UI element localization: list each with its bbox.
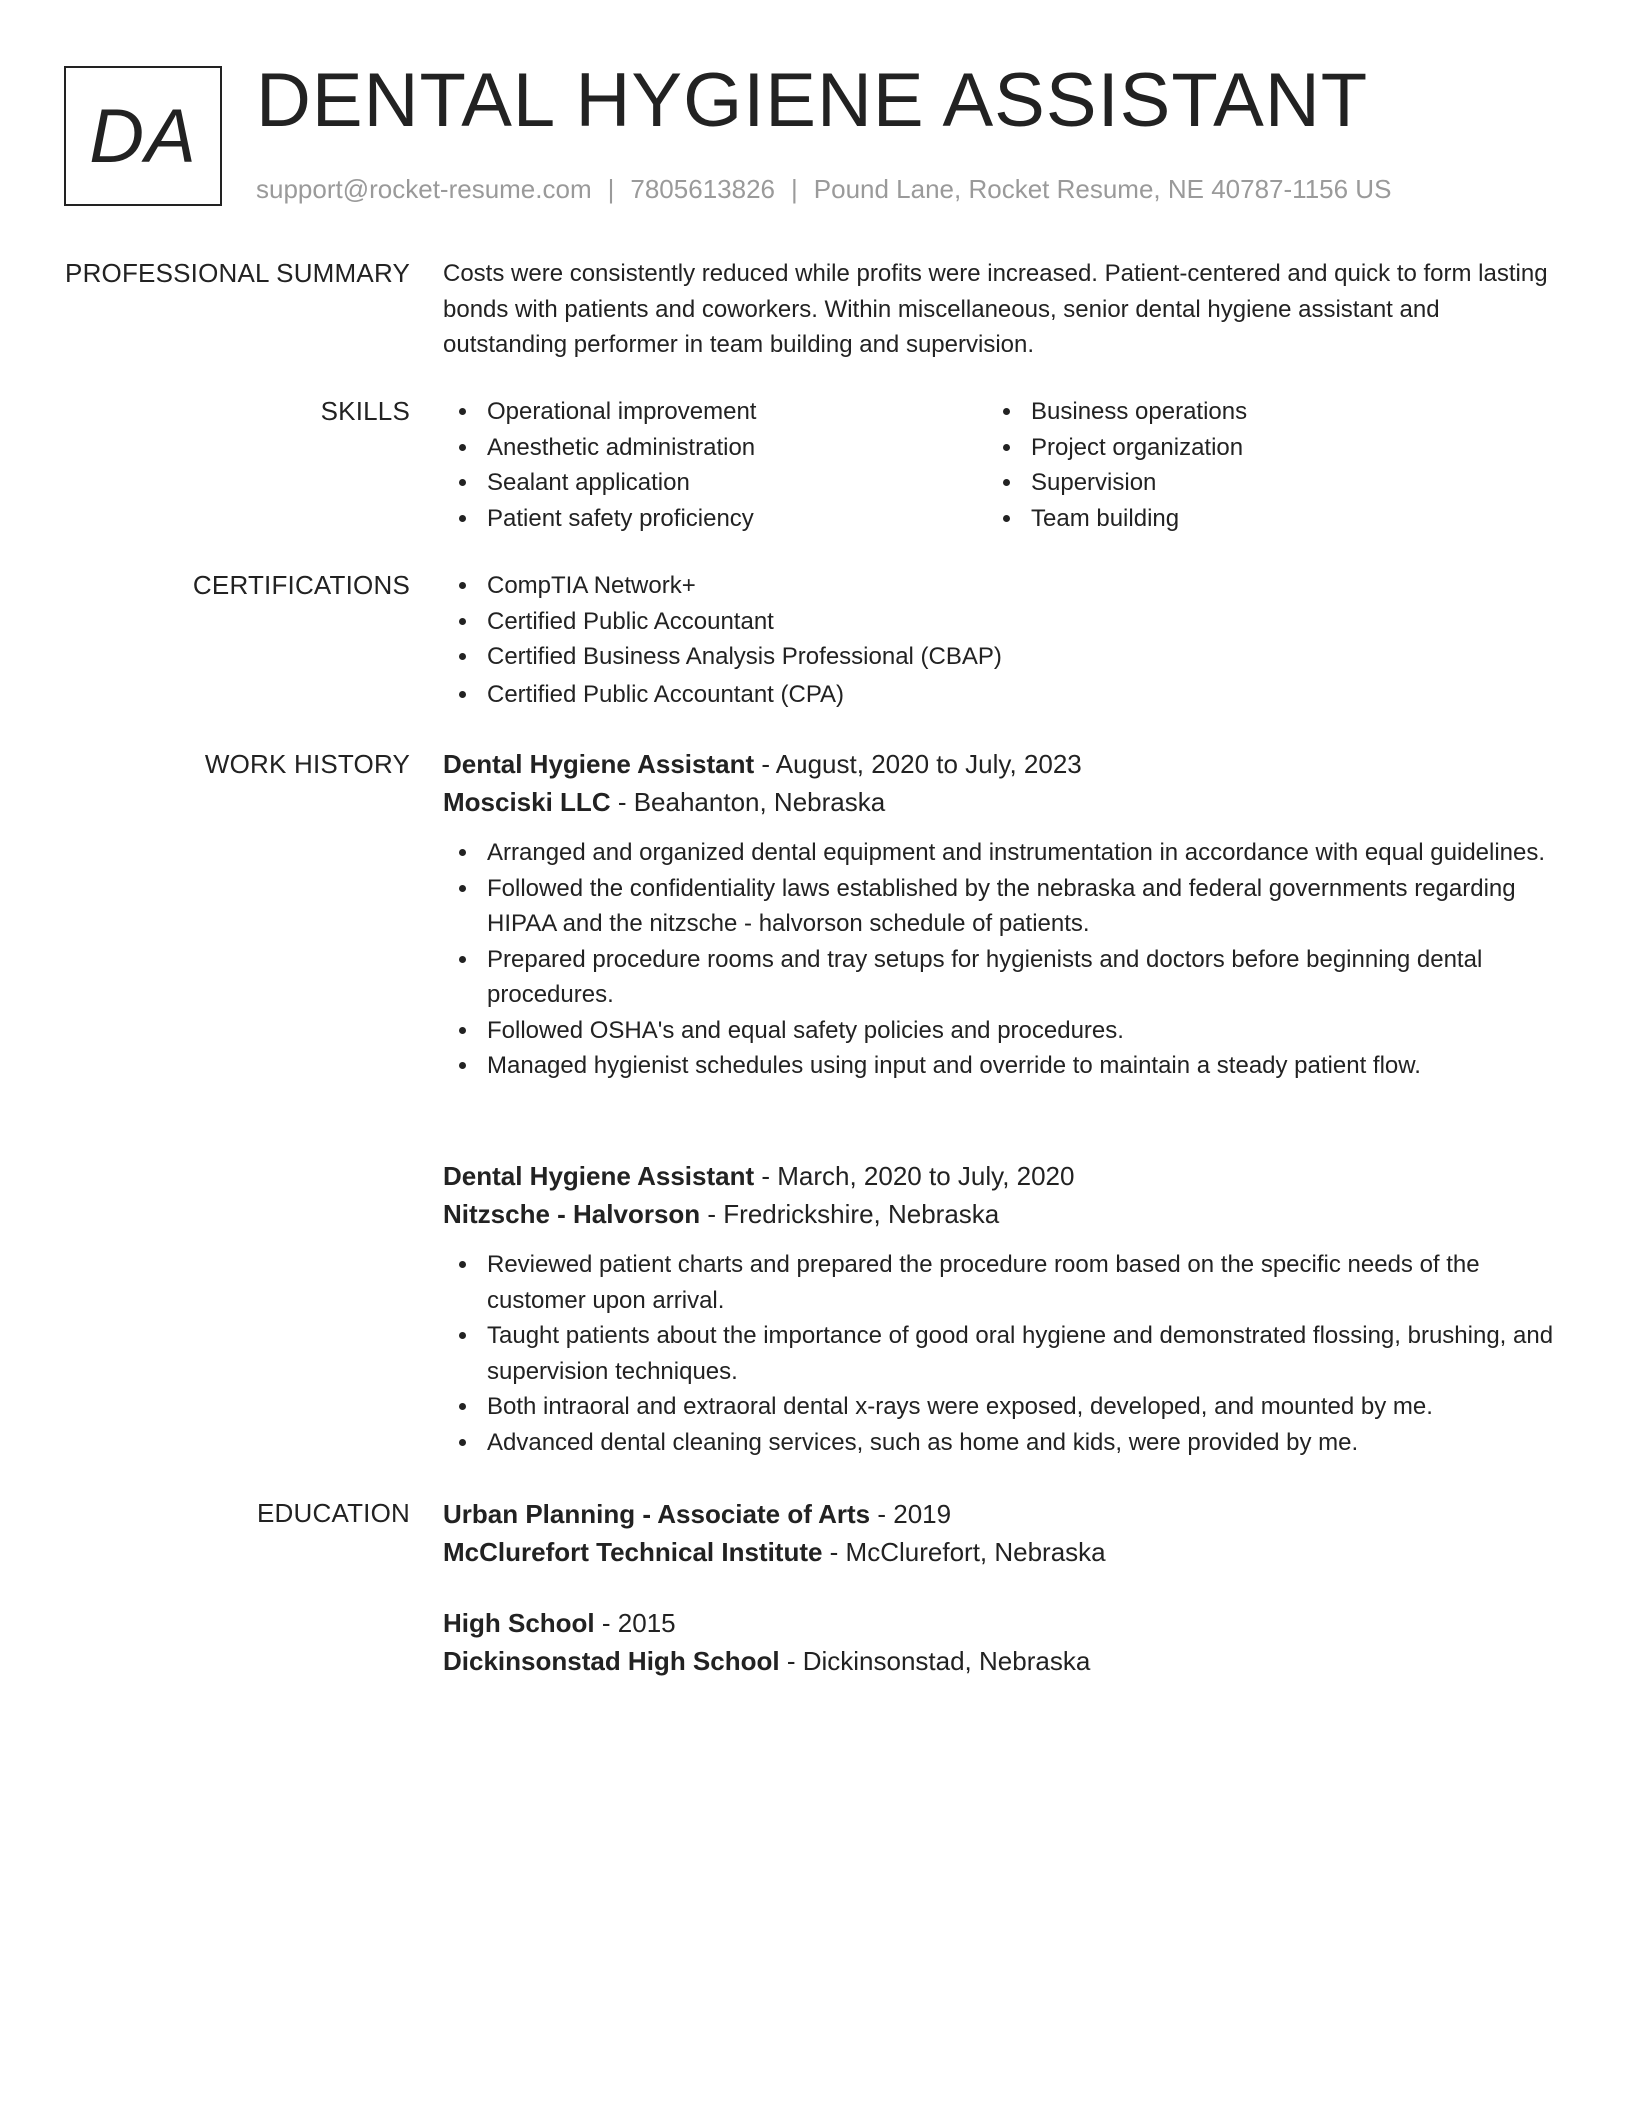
job-duty: Reviewed patient charts and prepared the procedure room based on the specific needs of the customer upon arrival. [443, 1247, 1563, 1318]
education-location: - Dickinsonstad, Nebraska [779, 1646, 1091, 1676]
job-duty: Taught patients about the importance of good oral hygiene and demonstrated flossing, brushing, and supervision techniques. [443, 1318, 1563, 1389]
contact-address: Pound Lane, Rocket Resume, NE 40787-1156 US [813, 174, 1392, 204]
job-duty: Managed hygienist schedules using input and override to maintain a steady patient flow. [443, 1048, 1563, 1084]
certifications-section [443, 568, 1563, 712]
education-school-line [443, 1642, 1563, 1680]
skills-section [443, 394, 1563, 536]
contact-phone[interactable]: 7805613826 [630, 174, 775, 204]
skill-item: Supervision [987, 465, 1531, 501]
skill-item: Team building [987, 501, 1531, 537]
contact-separator: | [791, 174, 798, 204]
skill-item: Patient safety proficiency [443, 501, 987, 537]
skills-grid [443, 394, 1563, 536]
education-degree-line [443, 1495, 1563, 1533]
certification-item: CompTIA Network+ [443, 568, 1563, 604]
job-company: Nitzsche - Halvorson [443, 1199, 701, 1229]
page-title: DENTAL HYGIENE ASSISTANT [256, 58, 1369, 143]
education-year: - 2015 [594, 1608, 676, 1638]
certification-item: Certified Public Accountant [443, 604, 1563, 640]
certification-item: Certified Public Accountant (CPA) [443, 677, 1563, 713]
job-title: Dental Hygiene Assistant [443, 1161, 755, 1191]
skill-item: Business operations [987, 394, 1531, 430]
job-duty: Advanced dental cleaning services, such as home and kids, were provided by me. [443, 1425, 1563, 1461]
section-label-summary: PROFESSIONAL SUMMARY [65, 258, 410, 288]
job-title-line [443, 745, 1563, 783]
job-duty: Followed OSHA's and equal safety policies and procedures. [443, 1013, 1563, 1049]
section-label-education: EDUCATION [257, 1498, 410, 1528]
job-company-line [443, 783, 1563, 821]
job-duties-list [443, 835, 1563, 1084]
job-duty: Arranged and organized dental equipment and instrumentation in accordance with equal guidelines. [443, 835, 1563, 871]
summary-text: Costs were consistently reduced while profits were increased. Patient-centered and quick to form lasting bonds with patients and coworkers. Within miscellaneous, senior dental hygiene assistant and outstanding performer in team building and supervision. [443, 260, 1548, 358]
job-duty: Prepared procedure rooms and tray setups for hygienists and doctors before beginning dental procedures. [443, 942, 1563, 1013]
certification-item: Certified Business Analysis Professional (CBAP) [443, 639, 1563, 675]
contact-email[interactable]: support@rocket-resume.com [256, 174, 592, 204]
contact-line [256, 174, 1391, 204]
job-entry [443, 1157, 1563, 1460]
job-duties-list [443, 1247, 1563, 1460]
job-title: Dental Hygiene Assistant [443, 749, 755, 779]
education-location: - McClurefort, Nebraska [822, 1537, 1106, 1567]
education-school: McClurefort Technical Institute [443, 1537, 823, 1567]
monogram-box [64, 66, 222, 206]
job-location: - Fredrickshire, Nebraska [700, 1199, 1000, 1229]
contact-separator: | [607, 174, 615, 204]
job-duty: Both intraoral and extraoral dental x-rays were exposed, developed, and mounted by me. [443, 1389, 1563, 1425]
skill-item: Operational improvement [443, 394, 987, 430]
education-degree-line [443, 1604, 1563, 1642]
monogram-initials: DA [89, 93, 197, 179]
summary-section [443, 256, 1563, 363]
section-label-skills: SKILLS [320, 396, 410, 426]
section-label-certifications: CERTIFICATIONS [192, 570, 410, 600]
education-degree: Urban Planning - Associate of Arts [443, 1499, 871, 1529]
education-entry [443, 1495, 1563, 1571]
job-title-line [443, 1157, 1563, 1195]
job-entry [443, 745, 1563, 1084]
skill-item: Project organization [987, 430, 1531, 466]
skill-item: Anesthetic administration [443, 430, 987, 466]
job-company: Mosciski LLC [443, 787, 611, 817]
certifications-list [443, 568, 1563, 712]
job-location: - Beahanton, Nebraska [610, 787, 886, 817]
education-entry [443, 1604, 1563, 1680]
education-school: Dickinsonstad High School [443, 1646, 780, 1676]
education-year: - 2019 [870, 1499, 952, 1529]
education-school-line [443, 1533, 1563, 1571]
skills-column-2 [987, 394, 1531, 536]
job-company-line [443, 1195, 1563, 1233]
job-dates: - March, 2020 to July, 2020 [754, 1161, 1075, 1191]
skills-column-1 [443, 394, 987, 536]
skill-item: Sealant application [443, 465, 987, 501]
education-degree: High School [443, 1608, 595, 1638]
job-dates: - August, 2020 to July, 2023 [754, 749, 1082, 779]
section-label-work-history: WORK HISTORY [204, 749, 410, 779]
job-duty: Followed the confidentiality laws established by the nebraska and federal governments regarding HIPAA and the nitzsche - halvorson schedule of patients. [443, 871, 1563, 942]
